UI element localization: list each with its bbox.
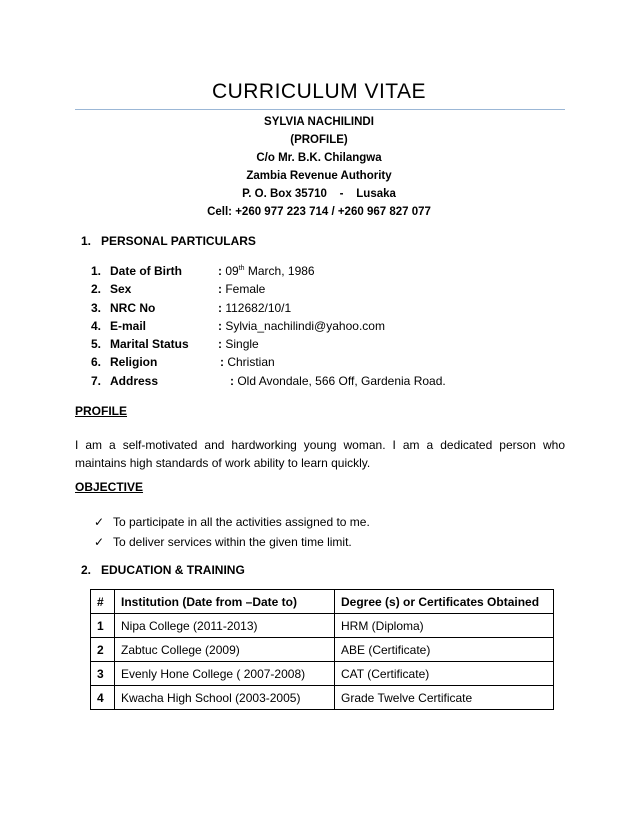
row-index: 4 bbox=[91, 686, 115, 710]
section-heading-personal bbox=[81, 234, 256, 248]
item-label: Religion bbox=[110, 355, 158, 370]
item-number: 3. bbox=[91, 300, 102, 315]
column-header: # bbox=[91, 590, 115, 614]
item-label: NRC No bbox=[110, 300, 156, 315]
item-number: 1. bbox=[91, 264, 102, 278]
table-header-row bbox=[91, 590, 554, 614]
table-row bbox=[91, 638, 554, 662]
item-value: : 09th March, 1986 bbox=[218, 264, 315, 278]
contact-header bbox=[0, 113, 638, 221]
column-header: Institution (Date from –Date to) bbox=[115, 590, 335, 614]
row-index: 2 bbox=[91, 638, 115, 662]
postal-address-line: P. O. Box 35710 - Lusaka bbox=[242, 188, 396, 200]
item-value: : 112682/10/1 bbox=[218, 300, 292, 315]
item-value: : Sylvia_nachilindi@yahoo.com bbox=[218, 318, 385, 333]
item-number: 6. bbox=[91, 355, 102, 370]
degree-cell: HRM (Diploma) bbox=[335, 614, 554, 638]
item-number: 5. bbox=[91, 337, 102, 352]
item-label: Address bbox=[110, 373, 159, 388]
institution-cell: Nipa College (2011-2013) bbox=[115, 614, 335, 638]
section-number: 1. bbox=[81, 234, 92, 248]
header-subtitle: (PROFILE) bbox=[290, 134, 348, 146]
section-title: PERSONAL PARTICULARS bbox=[101, 234, 256, 248]
degree-cell: CAT (Certificate) bbox=[335, 662, 554, 686]
item-number: 4. bbox=[91, 318, 102, 333]
row-index: 1 bbox=[91, 614, 115, 638]
item-label: E-mail bbox=[110, 318, 147, 333]
degree-cell: Grade Twelve Certificate bbox=[335, 686, 554, 710]
list-item bbox=[94, 532, 370, 552]
table-row bbox=[91, 614, 554, 638]
item-value: : Old Avondale, 566 Off, Gardenia Road. bbox=[230, 373, 446, 388]
organisation-line: Zambia Revenue Authority bbox=[246, 170, 392, 182]
institution-cell: Evenly Hone College ( 2007-2008) bbox=[115, 662, 335, 686]
section-title: EDUCATION & TRAINING bbox=[101, 563, 245, 577]
section-number: 2. bbox=[81, 563, 92, 577]
item-value: : Single bbox=[218, 337, 259, 352]
item-number: 7. bbox=[91, 373, 102, 388]
column-header: Degree (s) or Certificates Obtained bbox=[335, 590, 554, 614]
list-item bbox=[94, 512, 370, 532]
candidate-name: SYLVIA NACHILINDI bbox=[264, 116, 374, 128]
table-row bbox=[91, 686, 554, 710]
degree-cell: ABE (Certificate) bbox=[335, 638, 554, 662]
document-title: CURRICULUM VITAE bbox=[211, 80, 427, 103]
title-divider bbox=[75, 109, 565, 110]
table-row bbox=[91, 662, 554, 686]
cell-line: Cell: +260 977 223 714 / +260 967 827 077 bbox=[207, 206, 431, 218]
objective-list bbox=[94, 512, 370, 552]
item-value: : Female bbox=[218, 282, 266, 297]
checkmark-icon: ✓ bbox=[94, 535, 105, 549]
objective-text: To deliver services within the given time limit. bbox=[113, 535, 352, 549]
objective-heading: OBJECTIVE bbox=[75, 480, 144, 494]
item-value: : Christian bbox=[220, 355, 275, 370]
institution-cell: Kwacha High School (2003-2005) bbox=[115, 686, 335, 710]
item-number: 2. bbox=[91, 282, 102, 297]
item-label: Sex bbox=[110, 282, 132, 297]
objective-text: To participate in all the activities assigned to me. bbox=[113, 515, 370, 529]
item-label: Marital Status bbox=[110, 337, 189, 352]
checkmark-icon: ✓ bbox=[94, 515, 105, 529]
section-heading-education bbox=[81, 563, 245, 577]
education-table bbox=[90, 589, 554, 710]
institution-cell: Zabtuc College (2009) bbox=[115, 638, 335, 662]
profile-text: I am a self-motivated and hardworking young woman. I am a dedicated person who maintains high standards of work ability to learn quickly. bbox=[75, 438, 565, 470]
item-label: Date of Birth bbox=[110, 264, 182, 278]
care-of-line: C/o Mr. B.K. Chilangwa bbox=[256, 152, 382, 164]
profile-heading: PROFILE bbox=[75, 404, 128, 418]
row-index: 3 bbox=[91, 662, 115, 686]
